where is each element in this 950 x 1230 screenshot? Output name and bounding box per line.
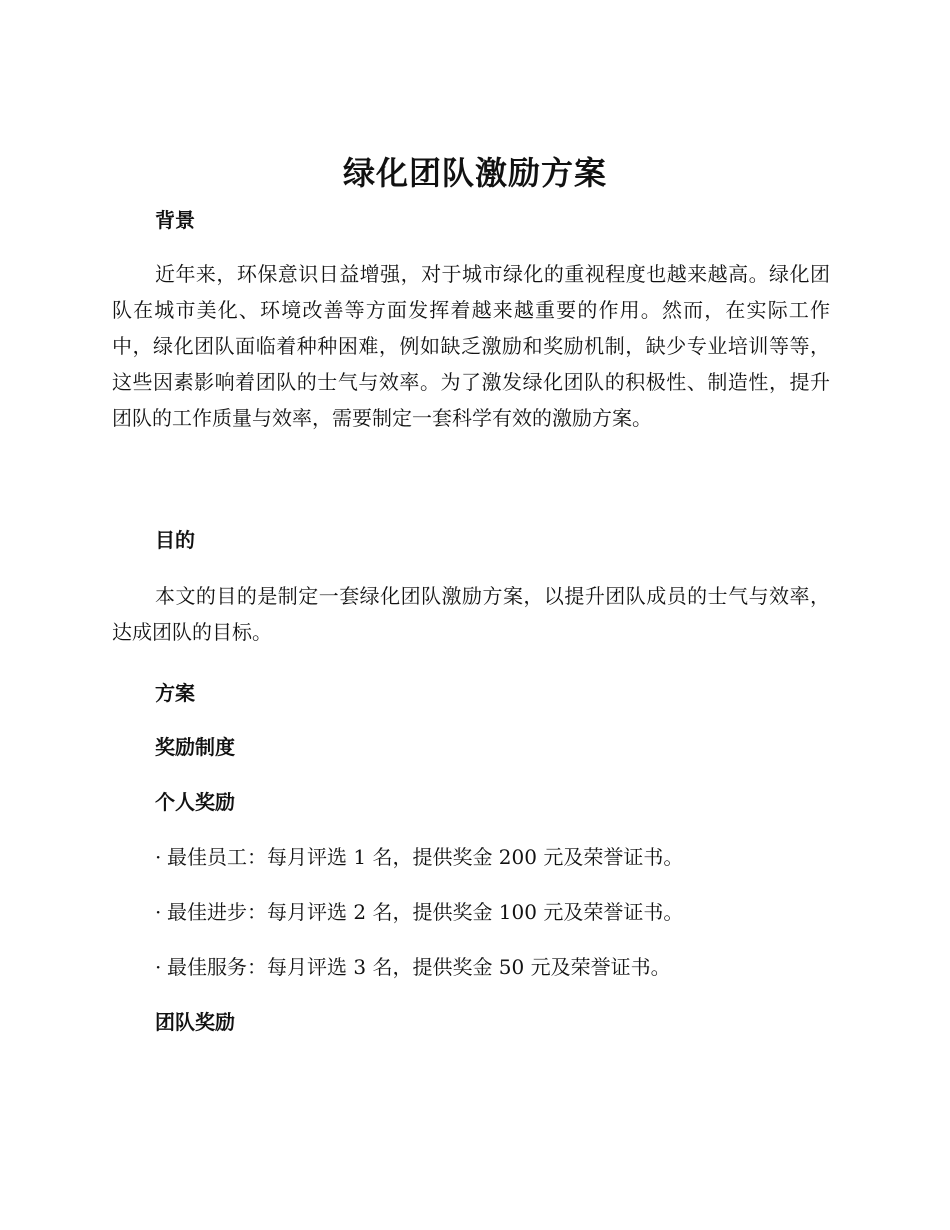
- paragraph-purpose: 本文的目的是制定一套绿化团队激励方案，以提升团队成员的士气与效率，达成团队的目标。: [112, 584, 830, 644]
- list-item-text: 最佳员工：每月评选 1 名，提供奖金 200 元及荣誉证书。: [167, 845, 684, 869]
- list-item-text: 最佳服务：每月评选 3 名，提供奖金 50 元及荣誉证书。: [167, 955, 671, 979]
- section-heading-plan: 方案: [155, 681, 195, 705]
- document-title: 绿化团队激励方案: [342, 154, 607, 192]
- list-item: [155, 952, 671, 982]
- subheading-team-reward: 团队奖励: [155, 1010, 235, 1034]
- list-item: [155, 842, 683, 872]
- section-heading-purpose: 目的: [155, 528, 195, 552]
- bullet-mark: ·: [155, 845, 162, 869]
- list-item-text: 最佳进步：每月评选 2 名，提供奖金 100 元及荣誉证书。: [167, 900, 684, 924]
- bullet-mark: ·: [155, 900, 162, 924]
- list-item: [155, 897, 683, 927]
- bullet-mark: ·: [155, 955, 162, 979]
- paragraph-background: 近年来，环保意识日益增强，对于城市绿化的重视程度也越来越高。绿化团队在城市美化、环境改善等方面发挥着越来越重要的作用。然而，在实际工作中，绿化团队面临着种种困难，例如缺乏激励和奖励机制，缺少专业培训等等，这些因素影响着团队的士气与效率。为了激发绿化团队的积极性、制造性，提升团队的工作质量与效率，需要制定一套科学有效的激励方案。: [112, 262, 830, 430]
- subheading-individual-reward: 个人奖励: [155, 790, 235, 814]
- subheading-reward-system: 奖励制度: [155, 735, 235, 759]
- section-heading-background: 背景: [155, 208, 195, 232]
